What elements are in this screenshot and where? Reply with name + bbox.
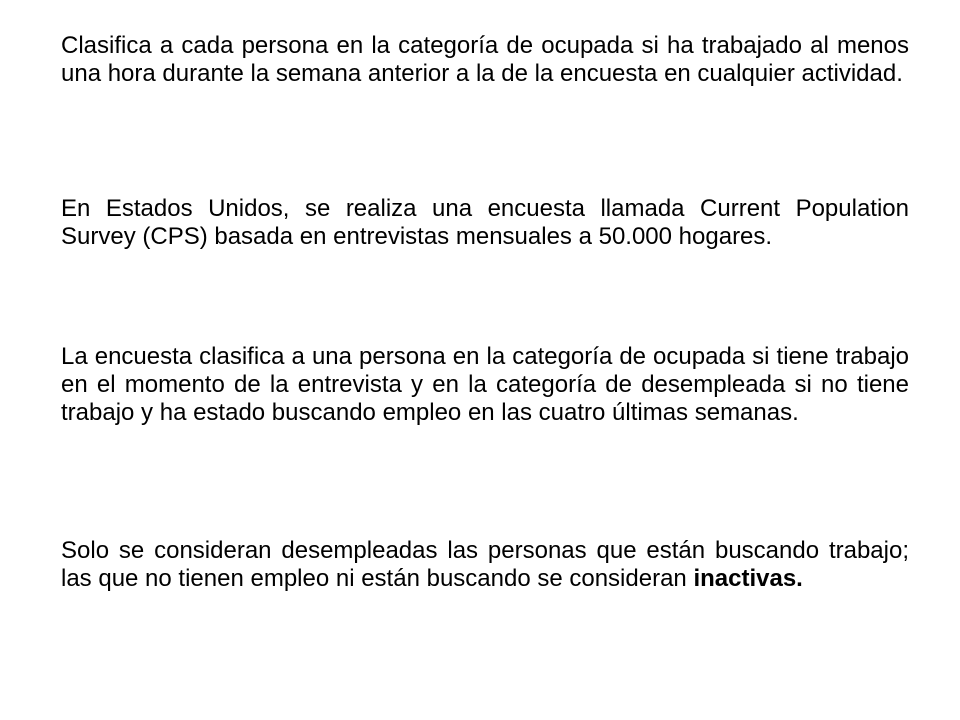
- paragraph-text: Clasifica a cada persona en la categoría de ocupada si ha trabajado al menos una hora durante la semana anterior a la de la encuesta en cualquier actividad.: [61, 32, 909, 87]
- paragraph-ocupada-definition: [61, 32, 909, 88]
- paragraph-inactive-definition: [61, 537, 909, 593]
- paragraph-survey-classification: [61, 343, 909, 427]
- paragraph-text: Solo se consideran desempleadas las personas que están buscando trabajo; las que no tienen empleo ni están buscando se consideran: [61, 537, 909, 592]
- paragraph-cps-survey: [61, 195, 909, 251]
- paragraph-text: La encuesta clasifica a una persona en la categoría de ocupada si tiene trabajo en el momento de la entrevista y en la categoría de desempleada si no tiene trabajo y ha estado buscando empleo en las cuatro últimas semanas.: [61, 343, 909, 426]
- paragraph-text: En Estados Unidos, se realiza una encuesta llamada Current Population Survey (CPS) basada en entrevistas mensuales a 50.000 hogares.: [61, 195, 909, 250]
- emphasized-term: inactivas.: [693, 565, 803, 592]
